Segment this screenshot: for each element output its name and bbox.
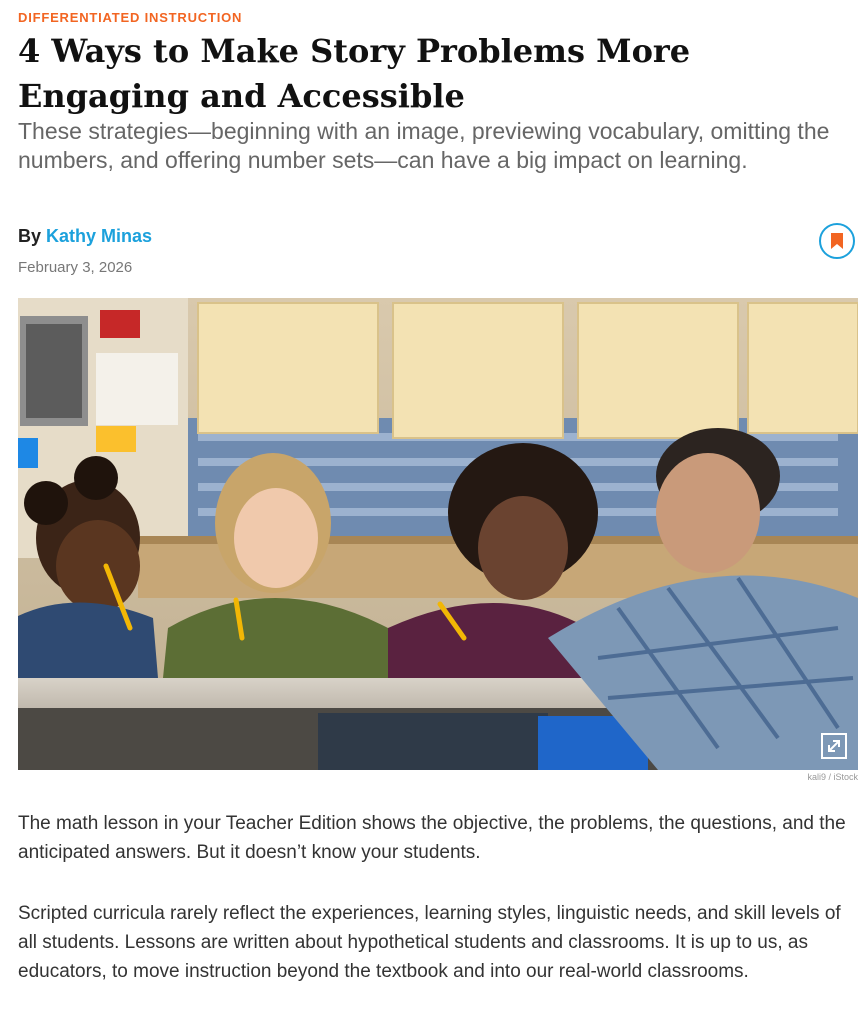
expand-icon	[821, 733, 847, 759]
author-link[interactable]: Kathy Minas	[46, 226, 153, 246]
publish-date: February 3, 2026	[18, 259, 133, 276]
article-title: 4 Ways to Make Story Problems More Engaging and Accessible	[18, 32, 691, 115]
article-paragraph: The math lesson in your Teacher Edition shows the objective, the problems, the questions, and the anticipated answers. But it doesn’t know your students.	[18, 813, 846, 863]
classroom-photo	[18, 298, 858, 770]
byline	[18, 226, 152, 247]
bookmark-button[interactable]	[819, 223, 855, 259]
expand-image-button[interactable]	[820, 732, 848, 760]
bookmark-icon	[830, 232, 844, 250]
byline-prefix: By	[18, 226, 42, 246]
category-label[interactable]: DIFFERENTIATED INSTRUCTION	[18, 10, 243, 25]
article-paragraph: Scripted curricula rarely reflect the experiences, learning styles, linguistic needs, and skill levels of all students. Lessons are written about hypothetical students and classrooms. It is up to us, as educators, to move instruction beyond the textbook and into our real-world classrooms.	[18, 903, 841, 982]
hero-image	[18, 298, 858, 770]
article-deck: These strategies—beginning with an image, previewing vocabulary, omitting the numbers, and offering number sets—can have a big impact on learning.	[18, 118, 830, 173]
image-credit: kali9 / iStock	[807, 772, 858, 782]
